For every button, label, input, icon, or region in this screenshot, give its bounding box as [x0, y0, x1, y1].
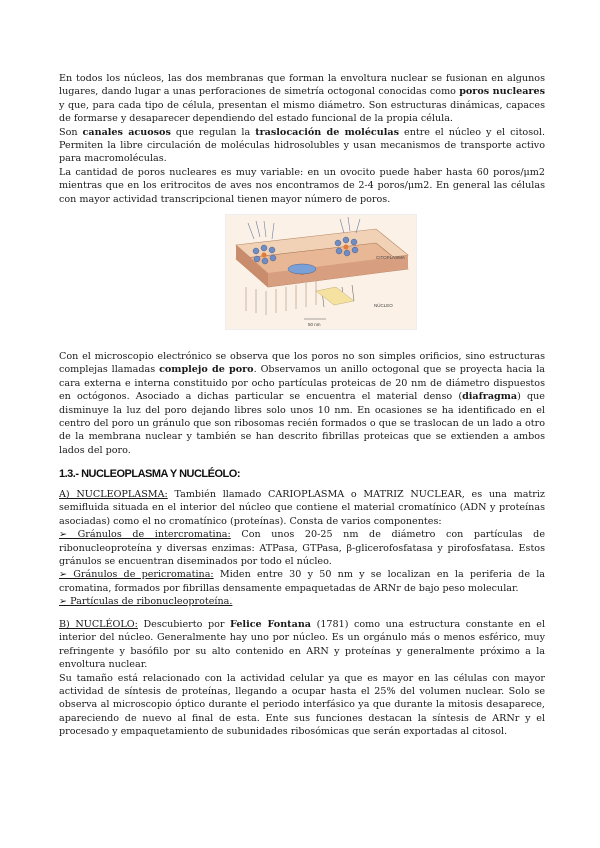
nuclear-pore-figure [225, 214, 417, 330]
para-2-text-c: entre el núcleo y el citosol. Permiten la libre circulación de moléculas hidrosolubles y usan mecanismos de transporte activo para macromoléculas. [59, 126, 546, 165]
nuclear-pore-diagram [226, 215, 416, 329]
para-4-text-b: . Observamos un anillo octogonal que se proyecta hacia la cara externa e interna constituido por ocho partículas proteicas de 20 nm de diámetro dispuestos en octógonos. Asociado a dichas particular se encuentra el material denso ( [59, 364, 545, 403]
para-4-bold-a: complejo de poro [159, 364, 254, 376]
nucleoplasma-section [59, 488, 545, 609]
nucleoplasma-text: También llamado CARIOPLASMA o MATRIZ NUCLEAR, es una matriz semifluida situada en el interior del núcleo que contiene el material cromatínico (ADN y proteínas asociadas) como el no cromatínico (proteínas). Consta de varios componentes: [59, 489, 545, 527]
para-2 [59, 126, 545, 166]
para-4-text-a: Con el microscopio electrónico se observa que los poros no son simples orificios, sino estructuras complejas llamadas [59, 351, 545, 376]
nucleolo-para-2: Su tamaño está relacionado con la actividad celular ya que es mayor en las células con mayor actividad de síntesis de proteínas, llegando a ocupar hasta el 25% del volumen nuclear. Solo se observa al microscopio óptico durante el periodo interfásico ya que durante la mitosis desaparece, apareciendo de nuevo al final de esta. Ente sus funciones destacan la síntesis de ARNr y el procesado y empaquetamiento de subunidades ribosómicas que serán exportadas al citosol. [59, 672, 545, 738]
para-1-bold: poros nucleares [459, 86, 545, 98]
item-1-text: Con unos 20-25 nm de diámetro con partículas de ribonucleoproteína y diversas enzimas: ATPasa, GTPasa, β-glicerofosfatasa y pirofosfatasa. Estos gránulos se encuentran diseminados por todo el núcleo. [59, 529, 545, 568]
paragraph-poros [59, 72, 545, 206]
para-4-bold-b: diafragma [462, 391, 518, 403]
label-nucleo: NÚCLEO [374, 303, 393, 308]
para-4 [59, 350, 545, 457]
list-item-ribonucleoproteina [59, 595, 545, 608]
item-2-heading: ➢ Gránulos de pericromatina: [59, 569, 214, 581]
item-2-text: Miden entre 30 y 50 nm y se localizan en la periferia de la cromatina, formados por fibrillas densamente empaquetadas de ARNr de bajo peso molecular. [59, 569, 545, 594]
para-2-text-b: que regulan la [170, 126, 256, 138]
para-4-text-c: ) que disminuye la luz del poro dejando libres solo unos 10 nm. En ocasiones se ha identificado en el centro del poro un gránulo que son ribosomas recién formados o que se traslocan de un lado a otro de la membrana nuclear y también se han descrito fibrillas proteicas que se extienden a ambos lados del poro. [59, 391, 545, 456]
nucleolo-section [59, 618, 545, 739]
nucleoplasma-heading: A) NUCLEOPLASMA: [59, 489, 168, 500]
list-item-pericromatina [59, 568, 545, 595]
para-2-bold-b: traslocación de moléculas [255, 126, 400, 138]
paragraph-complejo-poro [59, 350, 545, 457]
para-1-text-a: En todos los núcleos, las dos membranas que forman la envoltura nuclear se fusionan en algunos lugares, dando lugar a unas perforaciones de simetría octogonal conocidas como [59, 73, 545, 98]
nucleoplasma-intro [59, 488, 545, 528]
list-item-intercromatina [59, 528, 545, 568]
item-3-heading: ➢ Partículas de ribonucleoproteína. [59, 596, 233, 608]
section-title: 1.3.- NUCLEOPLASMA Y NUCLÉOLO: [59, 468, 240, 480]
label-citoplasma: CITOPLASMA [376, 255, 405, 260]
para-1-text-b: y que, para cada tipo de célula, presentan el mismo diámetro. Son estructuras dinámicas, capaces de formarse y desaparecer dependiendo del estado funcional de la propia célula. [59, 99, 545, 125]
item-1-heading: ➢ Gránulos de intercromatina: [59, 529, 231, 541]
para-1 [59, 72, 545, 126]
nucleolo-intro [59, 618, 545, 672]
para-2-bold-a: canales acuosos [82, 126, 171, 138]
nucleolo-bold: Felice Fontana [230, 619, 312, 630]
nucleolo-text-b: (1781) como una estructura constante en el interior del núcleo. Generalmente hay uno por núcleo. Es un orgánulo más o menos esférico, muy refringente y basófilo por su alto contenido en ARN y proteínas y generalmente próximo a la envoltura nuclear. [59, 619, 546, 671]
nucleolo-text-a: Descubierto por [137, 619, 231, 630]
para-3: La cantidad de poros nucleares es muy variable: en un ovocito puede haber hasta 60 poros/μm2 mientras que en los eritrocitos de aves nos encontramos de 2-4 poros/μm2. En general las células con mayor actividad transcripcional tienen mayor número de poros. [59, 166, 545, 205]
nucleolo-heading: B) NUCLÉOLO: [59, 619, 138, 630]
para-2-text-a: Son [59, 126, 83, 138]
label-scale: 50 nm [308, 322, 321, 327]
